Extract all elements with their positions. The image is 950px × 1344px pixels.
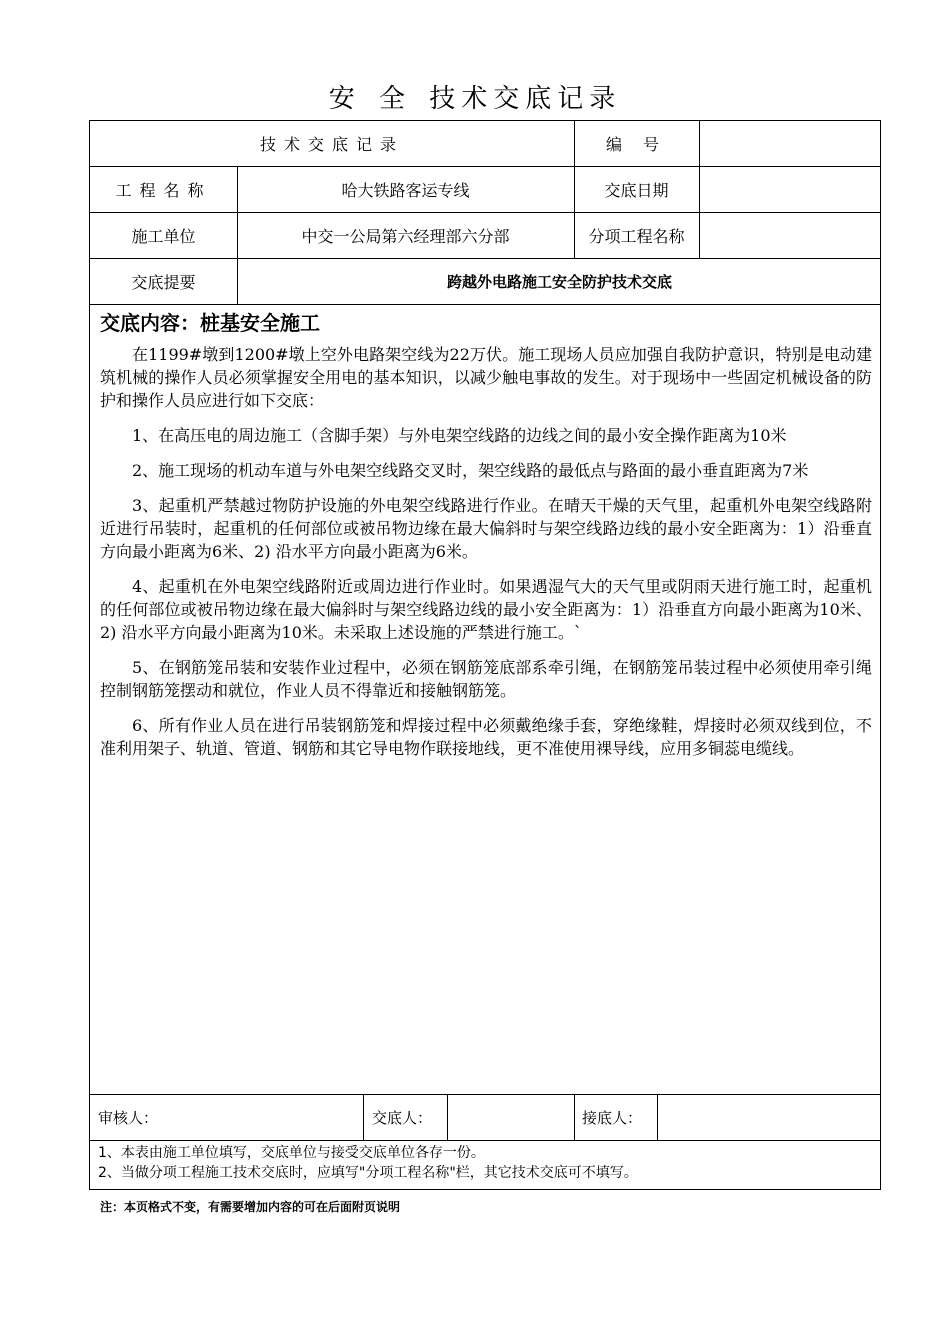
content-body	[100, 343, 872, 772]
construction-unit-value[interactable]: 中交一公局第六经理部六分部	[301, 226, 510, 246]
reviewer-label: 审核人：	[98, 1108, 159, 1127]
sub-project-label: 分项工程名称	[588, 226, 685, 246]
footer-note: 注：本页格式不变，有需要增加内容的可在后面附页说明	[100, 1200, 401, 1214]
discloser-label: 交底人：	[372, 1108, 433, 1127]
col-divider	[574, 1094, 575, 1140]
col-divider	[447, 1094, 448, 1140]
note-line: 2、当做分项工程施工技术交底时，应填写"分项工程名称"栏，其它技术交底可不填写。	[98, 1165, 638, 1181]
disclosure-form	[89, 120, 881, 1190]
content-paragraph: 2、施工现场的机动车道与外电架空线路交叉时，架空线路的最低点与路面的最小垂直距离为7米	[132, 461, 809, 480]
row-divider	[90, 304, 880, 305]
record-label: 技术交底记录	[259, 135, 404, 154]
reviewer-field[interactable]	[264, 1094, 360, 1140]
form-notes	[98, 1143, 638, 1183]
content-paragraph: 6、所有作业人员在进行吊装钢筋笼和焊接过程中必须戴绝缘手套，穿绝缘鞋，焊接时必须双线到位，不准利用架子、轨道、管道、钢筋和其它导电物作联接地线，更不准使用裸导线，应用多铜蕊电缆线。	[100, 716, 872, 758]
summary-label: 交底提要	[131, 272, 196, 292]
note-line: 1、本表由施工单位填写，交底单位与接受交底单位各存一份。	[98, 1145, 485, 1161]
content-heading: 交底内容：桩基安全施工	[100, 311, 320, 335]
col-divider	[363, 1094, 364, 1140]
number-field[interactable]	[699, 121, 882, 166]
content-paragraph: 5、在钢筋笼吊装和安装作业过程中，必须在钢筋笼底部系牵引绳，在钢筋笼吊装过程中必须使用牵引绳控制钢筋笼摆动和就位，作业人员不得靠近和接触钢筋笼。	[100, 658, 872, 700]
content-paragraph: 3、起重机严禁越过物防护设施的外电架空线路进行作业。在晴天干燥的天气里，起重机外电架空线路附近进行吊装时，起重机的任何部位或被吊物边缘在最大偏斜时与架空线路边线的最小安全距离为：1）沿垂直方向最小距离为6米、2) 沿水平方向最小距离为6米。	[100, 496, 872, 561]
content-paragraph: 1、在高压电的周边施工（含脚手架）与外电架空线路的边线之间的最小安全操作距离为10米	[132, 426, 787, 445]
project-name-label: 工程名称	[115, 180, 212, 200]
document-title: 安 全 技术交底记录	[328, 84, 622, 114]
discloser-field[interactable]	[450, 1094, 570, 1140]
content-paragraph: 4、起重机在外电架空线路附近或周边进行作业时。如果遇湿气大的天气里或阴雨天进行施工时，起重机的任何部位或被吊物边缘在最大偏斜时与架空线路边线的最小安全距离为：1）沿垂直方向最小距离为10米、2) 沿水平方向最小距离为10米。未采取上述设施的严禁进行施工。`	[100, 577, 872, 642]
sub-project-field[interactable]	[699, 212, 882, 258]
summary-value[interactable]: 跨越外电路施工安全防护技术交底	[446, 272, 672, 291]
row-divider	[90, 1140, 880, 1141]
disclosure-date-field[interactable]	[699, 166, 882, 212]
content-paragraph: 在1199#墩到1200#墩上空外电路架空线为22万伏。施工现场人员应加强自我防护意识，特别是电动建筑机械的操作人员必须掌握安全用电的基本知识，以减少触电事故的发生。对于现场中一些固定机械设备的防护和操作人员应进行如下交底：	[100, 345, 872, 410]
construction-unit-label: 施工单位	[131, 226, 196, 246]
col-divider	[657, 1094, 658, 1140]
receiver-label: 接底人：	[582, 1108, 643, 1127]
number-label: 编 号	[605, 135, 668, 154]
receiver-field[interactable]	[660, 1094, 878, 1140]
disclosure-date-label: 交底日期	[604, 180, 669, 200]
project-name-value[interactable]: 哈大铁路客运专线	[341, 180, 470, 200]
